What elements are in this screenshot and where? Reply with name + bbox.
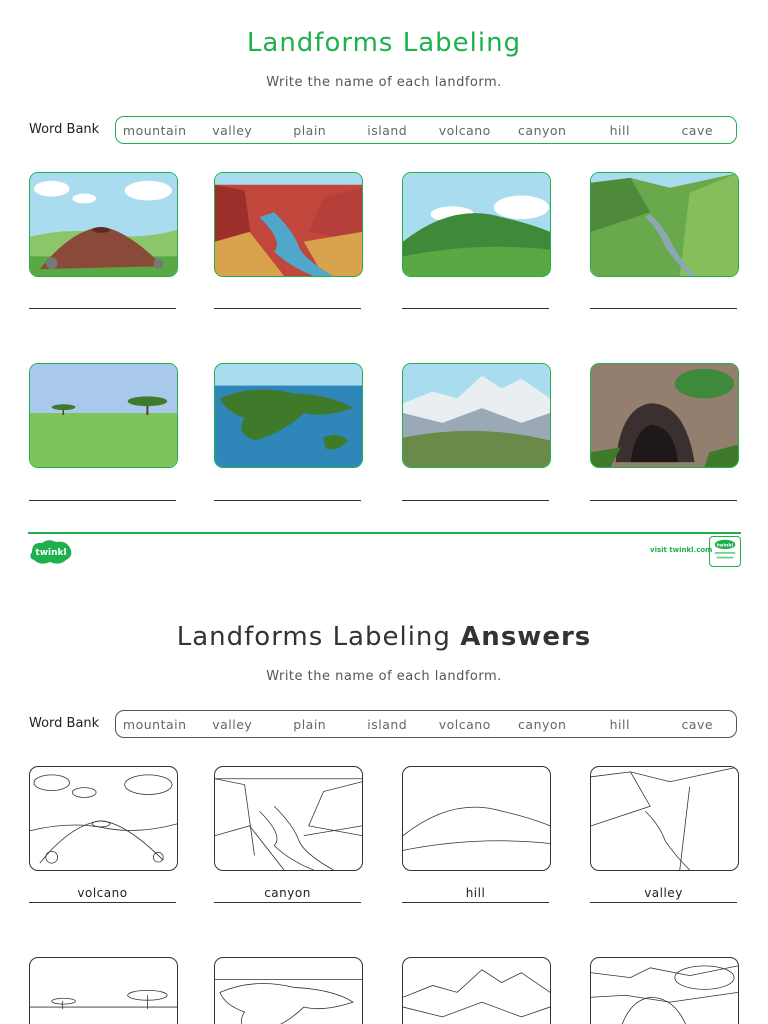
island-picture	[214, 363, 363, 468]
answer-label: volcano	[77, 886, 128, 900]
plain-picture	[29, 363, 178, 468]
answer-line[interactable]	[402, 308, 549, 309]
word-bank-item: volcano	[438, 122, 491, 138]
answers-title-light: Landforms Labeling	[176, 622, 451, 652]
cave-outline-picture	[590, 957, 739, 1024]
answers-title-bold: Answers	[460, 622, 592, 652]
footer-divider	[28, 532, 741, 534]
badge-text: twinkl	[716, 543, 734, 549]
worksheet-subtitle: Write the name of each landform.	[266, 75, 502, 90]
word-bank-item: cave	[681, 122, 714, 138]
answer-line[interactable]	[29, 308, 176, 309]
answer-line[interactable]	[590, 500, 737, 501]
answers-word-bank	[115, 710, 737, 738]
word-bank-item: valley	[212, 716, 253, 732]
answer-line	[214, 902, 361, 903]
valley-picture	[590, 172, 739, 277]
word-bank-item: hill	[609, 716, 630, 732]
valley-outline-picture	[590, 766, 739, 871]
answers-word-bank-label: Word Bank	[29, 716, 100, 731]
plain-outline-picture	[29, 957, 178, 1024]
answer-label: canyon	[264, 886, 311, 900]
volcano-picture	[29, 172, 178, 277]
mountain-picture	[402, 363, 551, 468]
volcano-outline-picture	[29, 766, 178, 871]
word-bank-item: mountain	[122, 716, 187, 732]
answer-label: valley	[644, 886, 683, 900]
word-bank	[115, 116, 737, 144]
visit-link[interactable]: visit twinkl.com	[650, 546, 713, 554]
hill-picture	[402, 172, 551, 277]
word-bank-item: canyon	[518, 716, 567, 732]
word-bank-item: canyon	[518, 122, 567, 138]
answer-line[interactable]	[214, 500, 361, 501]
answer-line[interactable]	[402, 500, 549, 501]
twinkl-logo	[28, 538, 74, 566]
answer-line[interactable]	[29, 500, 176, 501]
island-outline-picture	[214, 957, 363, 1024]
answers-title	[0, 622, 768, 652]
word-bank-item: volcano	[438, 716, 491, 732]
canyon-outline-picture	[214, 766, 363, 871]
quality-badge	[709, 536, 741, 567]
answer-line[interactable]	[214, 308, 361, 309]
word-bank-item: island	[367, 122, 408, 138]
word-bank-item: valley	[212, 122, 253, 138]
worksheet-title: Landforms Labeling	[246, 28, 522, 58]
answer-label: hill	[465, 886, 486, 900]
word-bank-item: island	[367, 716, 408, 732]
answer-line	[29, 902, 176, 903]
word-bank-label: Word Bank	[29, 122, 100, 137]
word-bank-item: hill	[609, 122, 630, 138]
answer-line[interactable]	[590, 308, 737, 309]
hill-outline-picture	[402, 766, 551, 871]
word-bank-item: plain	[293, 122, 327, 138]
logo-text: twinkl	[35, 548, 67, 558]
answers-subtitle: Write the name of each landform.	[266, 669, 502, 684]
answer-line	[402, 902, 549, 903]
word-bank-item: cave	[681, 716, 714, 732]
word-bank-item: mountain	[122, 122, 187, 138]
word-bank-item: plain	[293, 716, 327, 732]
canyon-picture	[214, 172, 363, 277]
mountain-outline-picture	[402, 957, 551, 1024]
answer-line	[590, 902, 737, 903]
cave-picture	[590, 363, 739, 468]
